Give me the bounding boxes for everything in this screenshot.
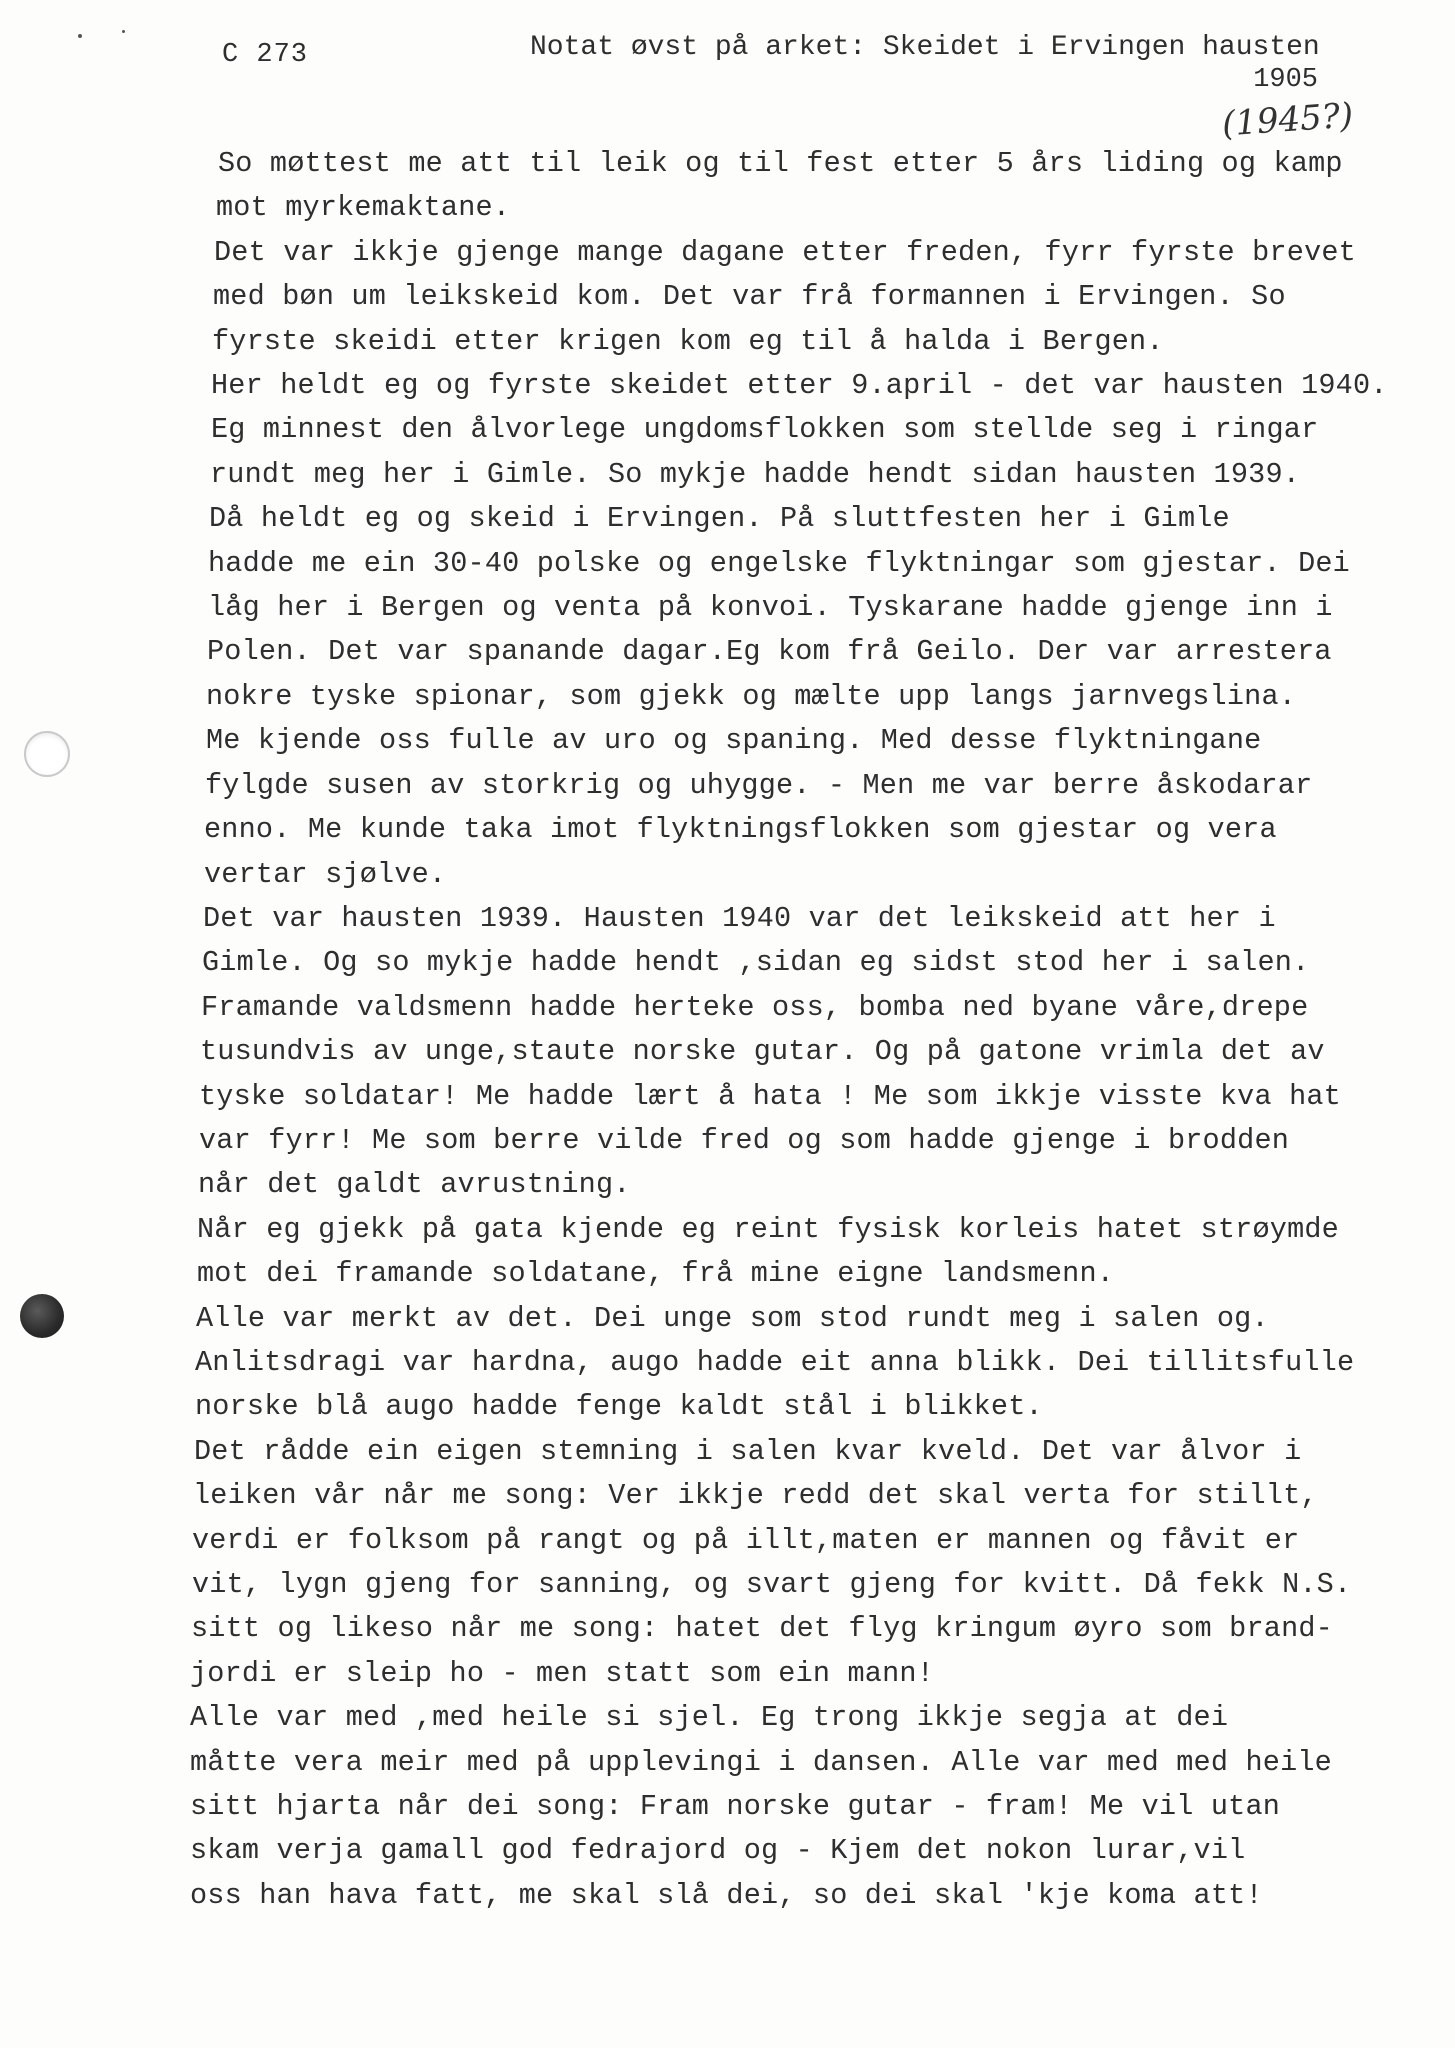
typed-letter-body: [190, 142, 1440, 1918]
text-line: sitt hjarta når dei song: Fram norske gutar - fram! Me vil utan: [190, 1790, 1281, 1824]
text-line: Det var hausten 1939. Hausten 1940 var det leikskeid att her i: [203, 901, 1276, 935]
text-line: tyske soldatar! Me hadde lært å hata ! Me som ikkje visste kva hat: [199, 1079, 1341, 1113]
punch-hole: [24, 731, 70, 777]
text-line: mot dei framande soldatane, frå mine eigne landsmenn.: [197, 1257, 1115, 1291]
text-line: vit, lygn gjeng for sanning, og svart gjeng for kvitt. Då fekk N.S.: [192, 1568, 1352, 1601]
text-line: når det galdt avrustning.: [198, 1168, 631, 1202]
punch-hole-dark: [20, 1294, 64, 1338]
text-line: Det rådde ein eigen stemning i salen kvar kveld. Det var ålvor i: [194, 1434, 1302, 1468]
text-line: rundt meg her i Gimle. So mykje hadde hendt sidan hausten 1939.: [210, 457, 1301, 491]
text-line: Når eg gjekk på gata kjende eg reint fysisk korleis hatet strøymde: [197, 1212, 1339, 1246]
text-line: oss han hava fatt, me skal slå dei, so dei skal 'kje koma att!: [190, 1878, 1263, 1912]
text-line: Gimle. Og so mykje hadde hendt ,sidan eg sidst stod her i salen.: [202, 946, 1310, 980]
text-line: nokre tyske spionar, som gjekk og mælte upp langs jarnvegslina.: [206, 679, 1297, 713]
paper-speck: [122, 30, 125, 33]
text-line: Eg minnest den ålvorlege ungdomsflokken som stellde seg i ringar: [211, 413, 1319, 447]
text-line: fyrste skeidi etter krigen kom eg til å halda i Bergen.: [212, 324, 1164, 358]
text-line: fylgde susen av storkrig og uhygge. - Men me var berre åskodarar: [205, 768, 1313, 802]
text-line: var fyrr! Me som berre vilde fred og som hadde gjenge i brodden: [199, 1123, 1290, 1157]
text-line: måtte vera meir med på upplevingi i dansen. Alle var med med heile: [190, 1745, 1332, 1779]
text-line: enno. Me kunde taka imot flyktningsflokken som gjestar og vera: [204, 813, 1277, 847]
text-line: Då heldt eg og skeid i Ervingen. På sluttfesten her i Gimle: [209, 502, 1230, 536]
text-line: Her heldt eg og fyrste skeidet etter 9.april - det var hausten 1940.: [211, 369, 1388, 403]
text-line: Alle var merkt av det. Dei unge som stod rundt meg i salen og.: [196, 1301, 1269, 1335]
text-line: skam verja gamall god fedrajord og - Kjem det nokon lurar,vil: [190, 1834, 1246, 1868]
text-line: låg her i Bergen og venta på konvoi. Tyskarane hadde gjenge inn i: [208, 591, 1333, 625]
text-line: verdi er folksom på rangt og på illt,maten er mannen og fåvit er: [192, 1523, 1300, 1557]
text-line: Polen. Det var spanande dagar.Eg kom frå Geilo. Der var arrestera: [207, 635, 1332, 669]
handwritten-annotation: (1945?): [1220, 95, 1355, 145]
text-line: med bøn um leikskeid kom. Det var frå formannen i Ervingen. So: [213, 280, 1286, 314]
paper-speck: [78, 34, 82, 38]
text-line: Framande valdsmenn hadde herteke oss, bomba ned byane våre,drepe: [201, 990, 1309, 1024]
text-line: mot myrkemaktane.: [216, 191, 511, 225]
text-line: hadde me ein 30-40 polske og engelske flyktningar som gjestar. Dei: [208, 546, 1350, 580]
archive-number: C 273: [222, 40, 309, 70]
text-line: Me kjende oss fulle av uro og spaning. Med desse flyktningane: [206, 724, 1262, 758]
text-line: vertar sjølve.: [204, 857, 447, 891]
text-line: norske blå augo hadde fenge kaldt stål i blikket.: [195, 1390, 1043, 1424]
text-line: Det var ikkje gjenge mange dagane etter freden, fyrr fyrste brevet: [214, 235, 1356, 269]
text-line: sitt og likeso når me song: hatet det flyg kringum øyro som brand-: [191, 1612, 1333, 1646]
text-line: jordi er sleip ho - men statt som ein mann!: [190, 1656, 935, 1690]
text-line: So møttest me att til leik og til fest etter 5 års liding og kamp: [218, 147, 1343, 180]
header-note: [530, 32, 1390, 96]
header-note-year: 1905: [1253, 65, 1318, 95]
text-line: leiken vår når me song: Ver ikkje redd det skal verta for stillt,: [193, 1479, 1318, 1513]
text-line: Alle var med ,med heile si sjel. Eg trong ikkje segja at dei: [190, 1701, 1229, 1735]
text-line: Anlitsdragi var hardna, augo hadde eit anna blikk. Dei tillitsfulle: [195, 1345, 1355, 1379]
header-note-text: Notat øvst på arket: Skeidet i Ervingen hausten: [530, 32, 1320, 63]
text-line: tusundvis av unge,staute norske gutar. Og på gatone vrimla det av: [200, 1035, 1325, 1069]
